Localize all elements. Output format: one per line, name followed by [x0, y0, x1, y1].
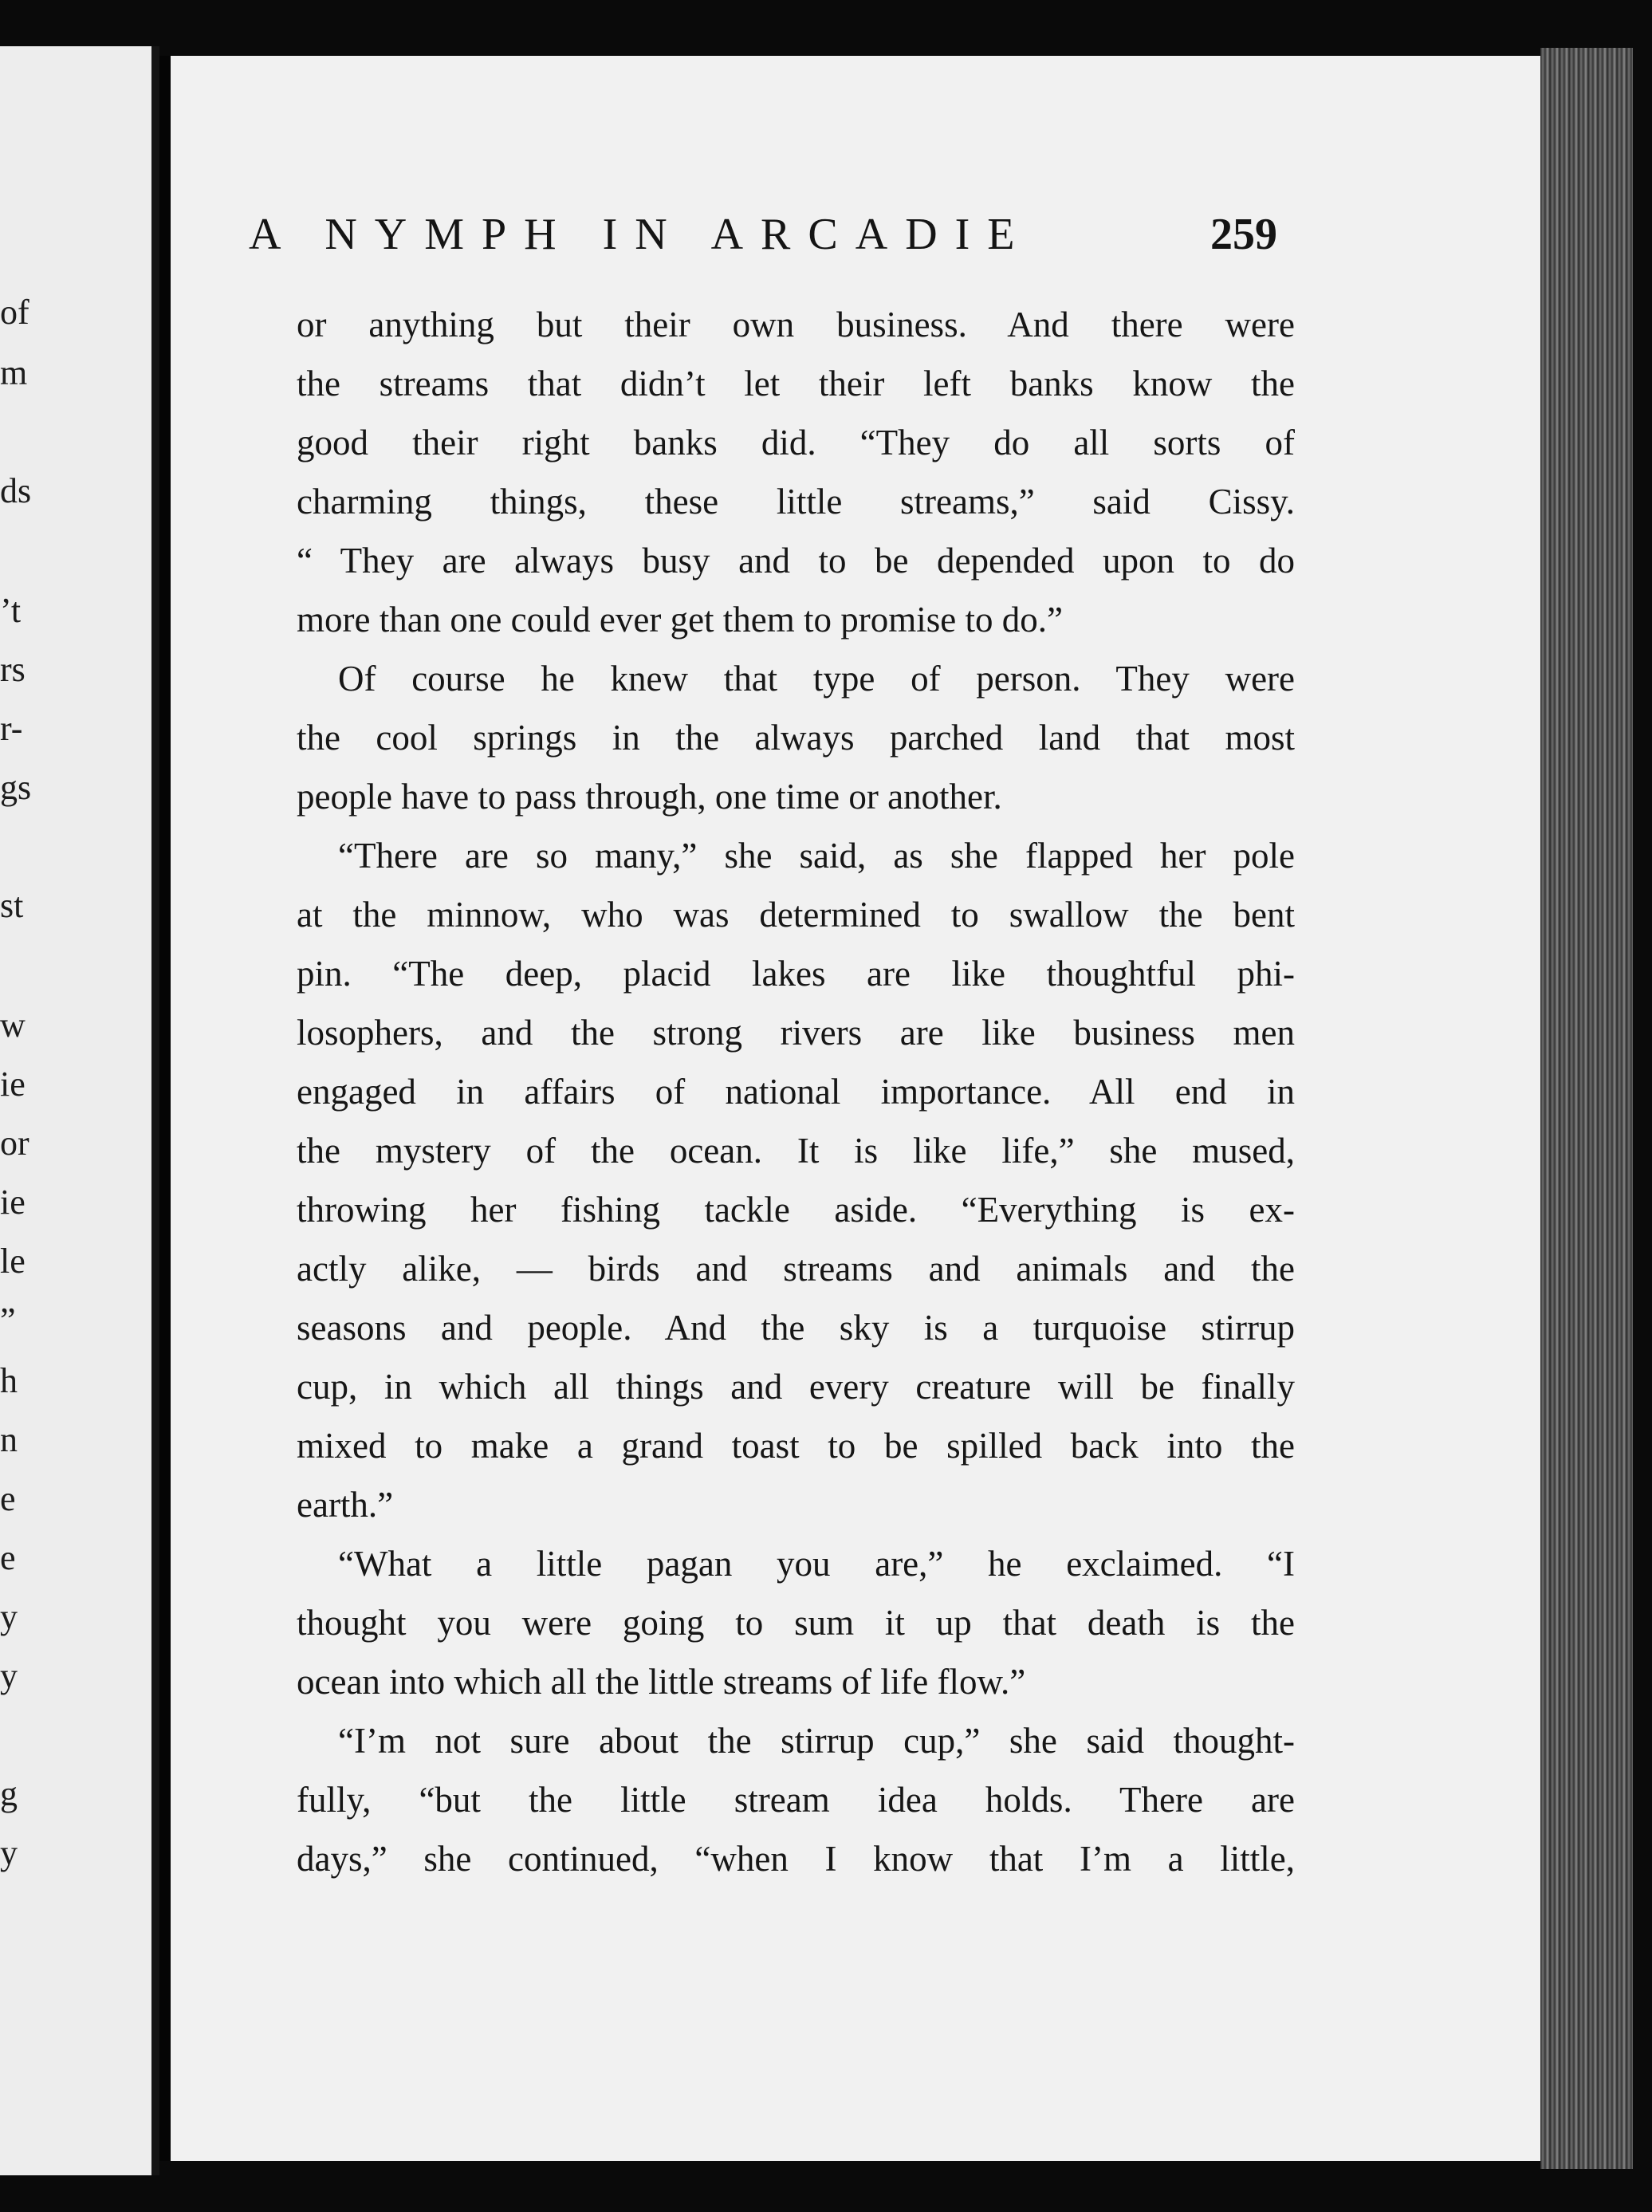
- left-page-fragment: ie: [0, 1065, 26, 1104]
- text-line: the mystery of the ocean. It is like life,” she mused,: [297, 1131, 1295, 1171]
- text-line: the cool springs in the always parched land that most: [297, 718, 1295, 758]
- page-edges: [1540, 48, 1633, 2169]
- text-line: people have to pass through, one time or another.: [297, 777, 1002, 817]
- text-line: throwing her fishing tackle aside. “Everything is ex-: [297, 1190, 1295, 1230]
- text-line: “I’m not sure about the stirrup cup,” she said thought-: [338, 1721, 1295, 1761]
- left-page-fragment: n: [0, 1420, 18, 1459]
- text-line: at the minnow, who was determined to swallow the bent: [297, 895, 1295, 935]
- text-line: cup, in which all things and every creature will be finally: [297, 1367, 1295, 1407]
- left-page-fragment: y: [0, 1833, 18, 1872]
- left-page-fragment: e: [0, 1479, 16, 1518]
- text-line: fully, “but the little stream idea holds. There are: [297, 1780, 1295, 1820]
- left-page-fragment: le: [0, 1242, 26, 1281]
- text-line: “There are so many,” she said, as she flapped her pole: [338, 836, 1295, 876]
- left-page-fragment: w: [0, 1006, 26, 1045]
- text-line: or anything but their own business. And there were: [297, 305, 1295, 344]
- left-page-fragment: ie: [0, 1183, 26, 1222]
- left-page: [0, 46, 159, 2175]
- left-page-fragment: or: [0, 1124, 30, 1163]
- left-page-fragment: rs: [0, 650, 26, 689]
- running-title: A NYMPH IN ARCADIE: [249, 210, 1032, 259]
- text-line: losophers, and the strong rivers are like business men: [297, 1013, 1295, 1053]
- left-page-fragment: e: [0, 1538, 16, 1577]
- text-line: days,” she continued, “when I know that I’m a little,: [297, 1839, 1295, 1879]
- text-line: pin. “The deep, placid lakes are like thoughtful phi-: [297, 954, 1295, 994]
- left-page-fragment: h: [0, 1361, 18, 1400]
- left-page-fragment: ”: [0, 1301, 16, 1340]
- text-line: the streams that didn’t let their left banks know the: [297, 364, 1295, 403]
- left-page-fragment: ds: [0, 471, 32, 510]
- running-head: [249, 209, 1277, 273]
- book-gutter: [159, 56, 171, 2161]
- text-line: ocean into which all the little streams of life flow.”: [297, 1662, 1026, 1702]
- left-page-fragment: gs: [0, 768, 32, 807]
- text-line: good their right banks did. “They do all sorts of: [297, 423, 1295, 462]
- text-line: earth.”: [297, 1485, 394, 1525]
- text-line: “What a little pagan you are,” he exclaimed. “I: [338, 1544, 1295, 1584]
- left-page-fragment: of: [0, 293, 30, 332]
- text-line: engaged in affairs of national importance. All end in: [297, 1072, 1295, 1112]
- page-number: 259: [1210, 210, 1277, 259]
- body-text: [297, 295, 1295, 1888]
- text-line: mixed to make a grand toast to be spilled back into the: [297, 1426, 1295, 1466]
- text-line: “ They are always busy and to be depended upon to do: [297, 541, 1295, 581]
- left-page-fragment: y: [0, 1656, 18, 1695]
- text-line: thought you were going to sum it up that death is the: [297, 1603, 1295, 1643]
- left-page-fragment: st: [0, 886, 24, 925]
- text-line: seasons and people. And the sky is a turquoise stirrup: [297, 1308, 1295, 1348]
- text-line: more than one could ever get them to promise to do.”: [297, 600, 1063, 640]
- text-line: Of course he knew that type of person. They were: [338, 659, 1295, 699]
- left-page-fragment: g: [0, 1774, 18, 1813]
- left-page-fragment: ’t: [0, 591, 22, 630]
- left-page-fragment: r-: [0, 709, 23, 748]
- text-line: charming things, these little streams,” said Cissy.: [297, 482, 1295, 522]
- left-page-fragment: m: [0, 353, 28, 392]
- text-line: actly alike, — birds and streams and animals and the: [297, 1249, 1295, 1289]
- left-page-fragment: y: [0, 1597, 18, 1636]
